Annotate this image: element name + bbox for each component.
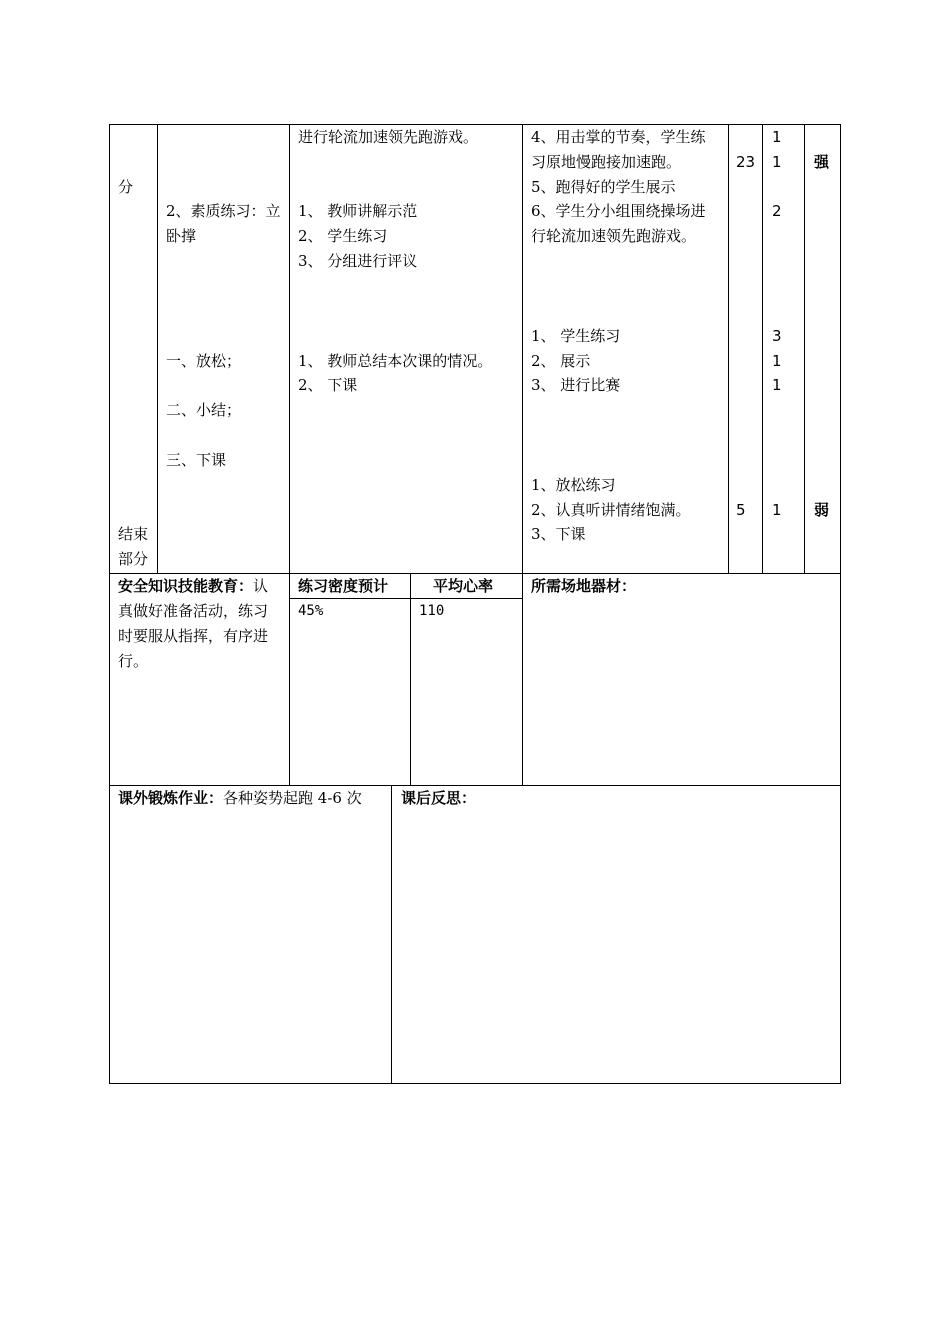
- section-label-fen: 分: [118, 178, 134, 196]
- teacher-line-2: 1、 教师讲解示范: [298, 202, 418, 220]
- col-divider-1: [157, 124, 158, 573]
- count-value-4: 3: [772, 327, 782, 345]
- col-divider-bottom: [391, 785, 392, 1083]
- count-value-7: 1: [772, 501, 782, 519]
- density-value: 45%: [298, 603, 324, 619]
- content-item-dismiss: 三、下课: [166, 451, 227, 469]
- time-value-2: 5: [736, 501, 746, 519]
- student-line-7: 2、 展示: [531, 352, 591, 370]
- col-divider-2: [289, 124, 290, 785]
- student-line-9: 1、放松练习: [531, 476, 616, 494]
- safety-line-4: 行。: [118, 652, 149, 670]
- count-value-3: 2: [772, 202, 782, 220]
- heart-rate-label: 平均心率: [433, 577, 494, 595]
- col-divider-5: [762, 124, 763, 573]
- count-value-6: 1: [772, 376, 782, 394]
- content-item-relax: 一、放松；: [166, 352, 242, 370]
- student-line-6: 1、 学生练习: [531, 327, 621, 345]
- col-divider-3: [522, 124, 523, 785]
- heart-rate-value: 110: [419, 603, 445, 619]
- table-border-bottom: [109, 1083, 841, 1084]
- safety-text-1: 认: [253, 577, 269, 595]
- student-line-8: 3、 进行比赛: [531, 376, 621, 394]
- content-item-quality-1: 2、素质练习：立: [166, 202, 281, 220]
- safety-label: 安全知识技能教育：: [118, 577, 254, 595]
- teacher-line-3: 2、 学生练习: [298, 227, 388, 245]
- student-line-2: 习原地慢跑接加速跑。: [531, 153, 682, 171]
- reflection-label: 课后反思：: [401, 789, 477, 807]
- teacher-line-6: 2、 下课: [298, 376, 358, 394]
- content-item-summary: 二、小结；: [166, 401, 242, 419]
- intensity-weak: 弱: [814, 501, 830, 519]
- section-label-end-2: 部分: [118, 550, 149, 568]
- safety-line-2: 真做好准备活动，练习: [118, 602, 269, 620]
- teacher-line-5: 1、 教师总结本次课的情况。: [298, 352, 493, 370]
- count-value-2: 1: [772, 153, 782, 171]
- count-value-5: 1: [772, 352, 782, 370]
- homework-value: 各种姿势起跑 4-6 次: [223, 789, 362, 807]
- safety-line-1: [118, 574, 268, 599]
- student-line-4: 6、学生分小组围绕操场进: [531, 202, 706, 220]
- col-divider-middle: [410, 573, 411, 785]
- student-line-5: 行轮流加速领先跑游戏。: [531, 227, 697, 245]
- student-line-11: 3、下课: [531, 525, 586, 543]
- intensity-strong: 强: [814, 153, 830, 171]
- teacher-line-4: 3、 分组进行评议: [298, 252, 418, 270]
- density-label: 练习密度预计: [298, 577, 389, 595]
- table-border-right: [840, 124, 841, 1084]
- homework-line: [118, 786, 362, 811]
- teacher-line-1: 进行轮流加速领先跑游戏。: [298, 128, 479, 146]
- homework-label: 课外锻炼作业：: [118, 789, 224, 807]
- col-divider-4: [728, 124, 729, 573]
- student-line-1: 4、用击掌的节奏，学生练: [531, 128, 706, 146]
- col-divider-6: [804, 124, 805, 573]
- content-item-quality-2: 卧撑: [166, 227, 197, 245]
- safety-line-3: 时要服从指挥，有序进: [118, 627, 269, 645]
- section-label-end-1: 结束: [118, 525, 149, 543]
- student-line-10: 2、认真听讲情绪饱满。: [531, 501, 691, 519]
- equipment-label: 所需场地器材：: [531, 577, 637, 595]
- count-value-1: 1: [772, 128, 782, 146]
- student-line-3: 5、跑得好的学生展示: [531, 178, 676, 196]
- time-value-1: 23: [736, 153, 756, 171]
- table-border-left: [109, 124, 110, 1084]
